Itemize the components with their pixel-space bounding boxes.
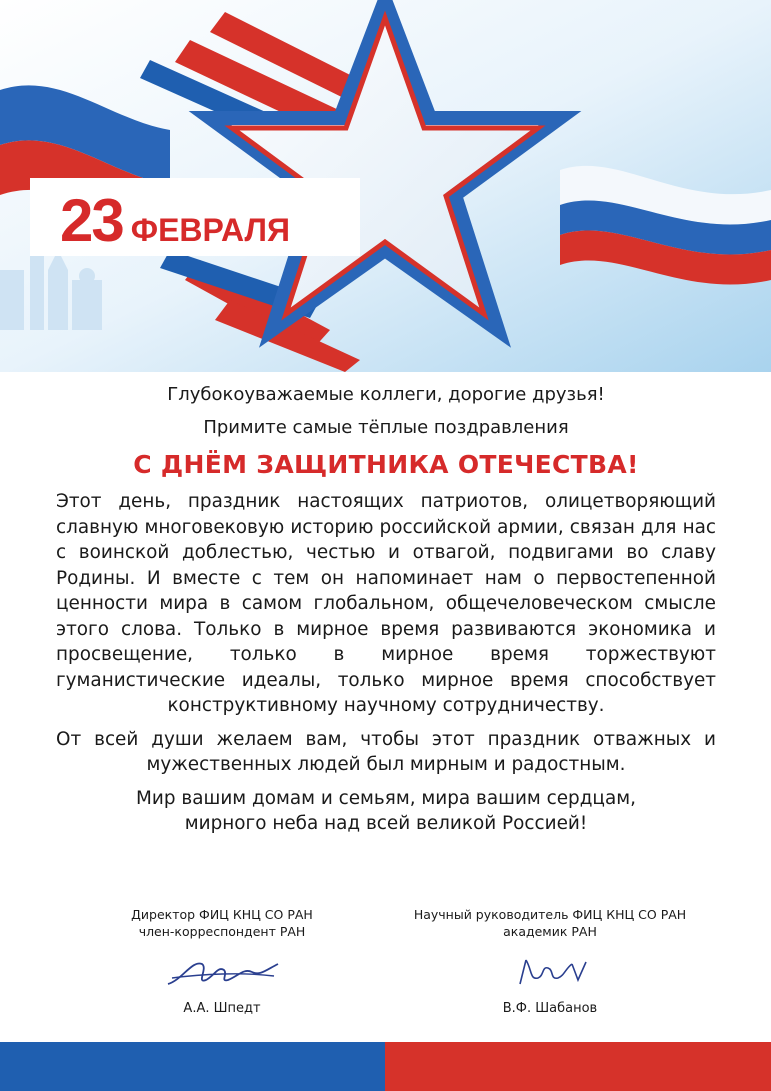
signer-rank: член-корреспондент РАН <box>138 924 306 939</box>
signer-name: А.А. Шпедт <box>183 1001 261 1016</box>
body-paragraph-3-line-2: мирного неба над всей великой Россией! <box>184 813 588 834</box>
body-paragraph-3 <box>56 786 716 837</box>
signature-block-right <box>385 906 715 1017</box>
letter-content <box>56 384 716 845</box>
header-illustration <box>0 0 771 372</box>
letter-title: С ДНЁМ ЗАЩИТНИКА ОТЕЧЕСТВА! <box>133 450 639 479</box>
footer-color-bar <box>0 1042 771 1091</box>
body-paragraph-2: От всей души желаем вам, чтобы этот праздник отважных и мужественных людей был мирным и радостным. <box>56 728 716 775</box>
body-paragraph-3-line-1: Мир вашим домам и семьям, мира вашим сердцам, <box>136 787 636 809</box>
date-number: 23 <box>60 187 123 254</box>
signer-rank: академик РАН <box>503 924 597 939</box>
body-paragraph-1: Этот день, праздник настоящих патриотов, олицетворяющий славную многовековую историю российской армии, связан для нас с воинской доблестью, честью и отвагой, подвигами во славу Родины. И вместе с тем он напоминает нам о первостепенной ценности мира в самом глобальном, общечеловеческом смысле этого слова. Только в мирное время развиваются экономика и просвещение, только в мирное время торжествуют гуманистические идеалы, только мирное время способствует конструктивному научному сотрудничеству. <box>56 491 716 716</box>
footer-bar-blue <box>0 1042 385 1091</box>
signer-role: Директор ФИЦ КНЦ СО РАН <box>131 907 313 922</box>
signer-name: В.Ф. Шабанов <box>502 1001 598 1016</box>
greeting-line-2: Примите самые тёплые поздравления <box>203 417 569 438</box>
greeting-line-1: Глубокоуважаемые коллеги, дорогие друзья! <box>167 384 605 405</box>
handwritten-signature-left <box>162 950 282 994</box>
footer-bar-red <box>385 1042 771 1091</box>
date-month: ФЕВРАЛЯ <box>130 212 290 248</box>
date-banner <box>60 186 290 254</box>
handwritten-signature-right <box>500 950 600 994</box>
signature-block-left <box>57 906 387 1017</box>
signer-role: Научный руководитель ФИЦ КНЦ СО РАН <box>413 907 687 922</box>
